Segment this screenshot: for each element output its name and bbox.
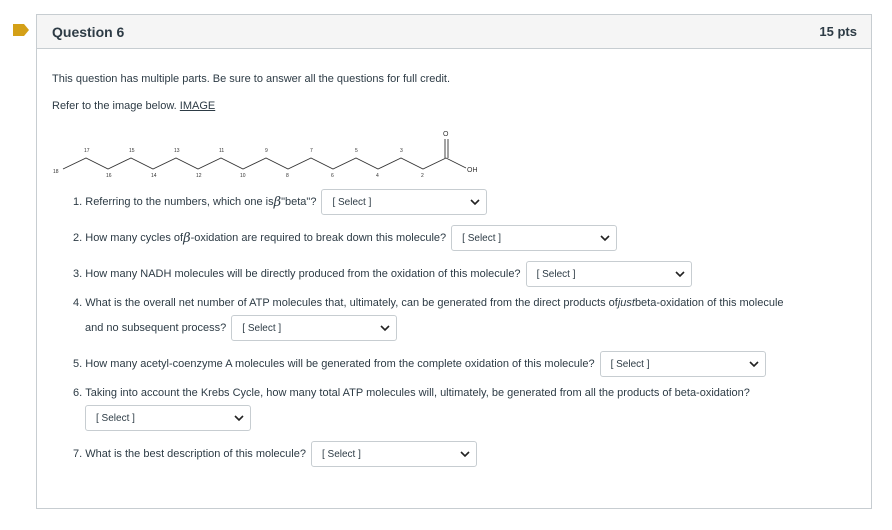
carbon-label-13: 13 [174,148,180,154]
item-text: "beta"? [281,196,317,208]
carbon-label-11: 11 [219,148,225,154]
item-text: beta-oxidation of this molecule [634,297,784,309]
select-value: [ Select ] [610,358,650,370]
item-number: 2. [73,232,83,244]
select-dropdown-7[interactable] [311,441,477,467]
chevron-down-icon [470,197,480,207]
question-item-1 [73,189,487,215]
oxygen-label: O [443,131,449,138]
carbon-label-5: 5 [355,148,358,154]
item-text: -oxidation are required to break down this molecule? [190,232,447,244]
question-item-6 [73,387,750,399]
carbon-label-16: 16 [106,173,112,179]
carbon-label-8: 8 [286,173,289,179]
carbon-label-2: 2 [421,173,424,179]
item-number: 1. [73,196,83,208]
refer-label: Refer to the image below. [52,100,180,112]
select-value: [ Select ] [332,196,372,208]
select-dropdown-1[interactable] [321,189,487,215]
item-emphasis: just [617,297,635,309]
bookmark-flag-icon[interactable] [13,24,29,36]
carbon-label-7: 7 [310,148,313,154]
carbon-label-9: 9 [265,148,268,154]
question-card [36,14,872,509]
chevron-down-icon [460,449,470,459]
select-dropdown-2[interactable] [451,225,617,251]
question-item-5 [73,351,766,377]
carbon-label-15: 15 [129,148,135,154]
chevron-down-icon [380,323,390,333]
select-value: [ Select ] [242,322,282,334]
intro-text: This question has multiple parts. Be sure to answer all the questions for full credit. [52,73,451,85]
chevron-down-icon [600,233,610,243]
item-text: What is the overall net number of ATP molecules that, ultimately, can be generated from the direct products of [85,297,618,309]
beta-symbol: β [183,230,191,246]
select-dropdown-5[interactable] [600,351,766,377]
item-text: How many cycles of [85,232,184,244]
item-number: 3. [73,268,83,280]
carbon-label-4: 4 [376,173,379,179]
chevron-down-icon [749,359,759,369]
question-item-4 [73,297,784,309]
chevron-down-icon [234,413,244,423]
item-text: How many acetyl-coenzyme A molecules will be generated from the complete oxidation of this molecule? [85,358,595,370]
carbon-label-17: 17 [84,148,90,154]
question-item-2 [73,225,617,251]
question-header [37,15,871,49]
item-number: 4. [73,297,83,309]
hydroxyl-label: OH [467,167,478,174]
hydroxyl-bond [446,158,466,168]
item-number: 5. [73,358,83,370]
carbon-label-12: 12 [196,173,202,179]
chevron-down-icon [675,269,685,279]
question-item-7 [73,441,477,467]
question-title: Question 6 [52,23,125,40]
item-number: 7. [73,448,83,460]
select-dropdown-3[interactable] [526,261,692,287]
carbon-label-10: 10 [240,173,246,179]
carbon-chain [63,158,446,169]
item-text: Taking into account the Krebs Cycle, how many total ATP molecules will, ultimately, be generated from all the products of beta-oxidation? [85,387,750,399]
question-item-3 [73,261,692,287]
question-item-6-line2 [80,405,251,431]
carbon-label-6: 6 [331,173,334,179]
item-text: and no subsequent process? [85,322,227,334]
select-value: [ Select ] [321,448,361,460]
carbon-label-18: 18 [53,169,59,175]
select-dropdown-4[interactable] [231,315,397,341]
select-dropdown-6[interactable] [85,405,251,431]
select-value: [ Select ] [462,232,502,244]
carbon-label-3: 3 [400,148,403,154]
item-text: What is the best description of this molecule? [85,448,306,460]
carbon-label-14: 14 [151,173,157,179]
image-link[interactable]: IMAGE [179,100,216,112]
item-text: Referring to the numbers, which one is [85,196,274,208]
item-text: How many NADH molecules will be directly produced from the oxidation of this molecule? [85,268,521,280]
select-value: [ Select ] [96,412,135,424]
beta-symbol: β [273,194,282,210]
item-number: 6. [73,387,83,399]
question-points: 15 pts [819,24,857,39]
select-value: [ Select ] [536,268,576,280]
refer-text [52,100,215,112]
question-item-4-line2 [85,315,397,341]
